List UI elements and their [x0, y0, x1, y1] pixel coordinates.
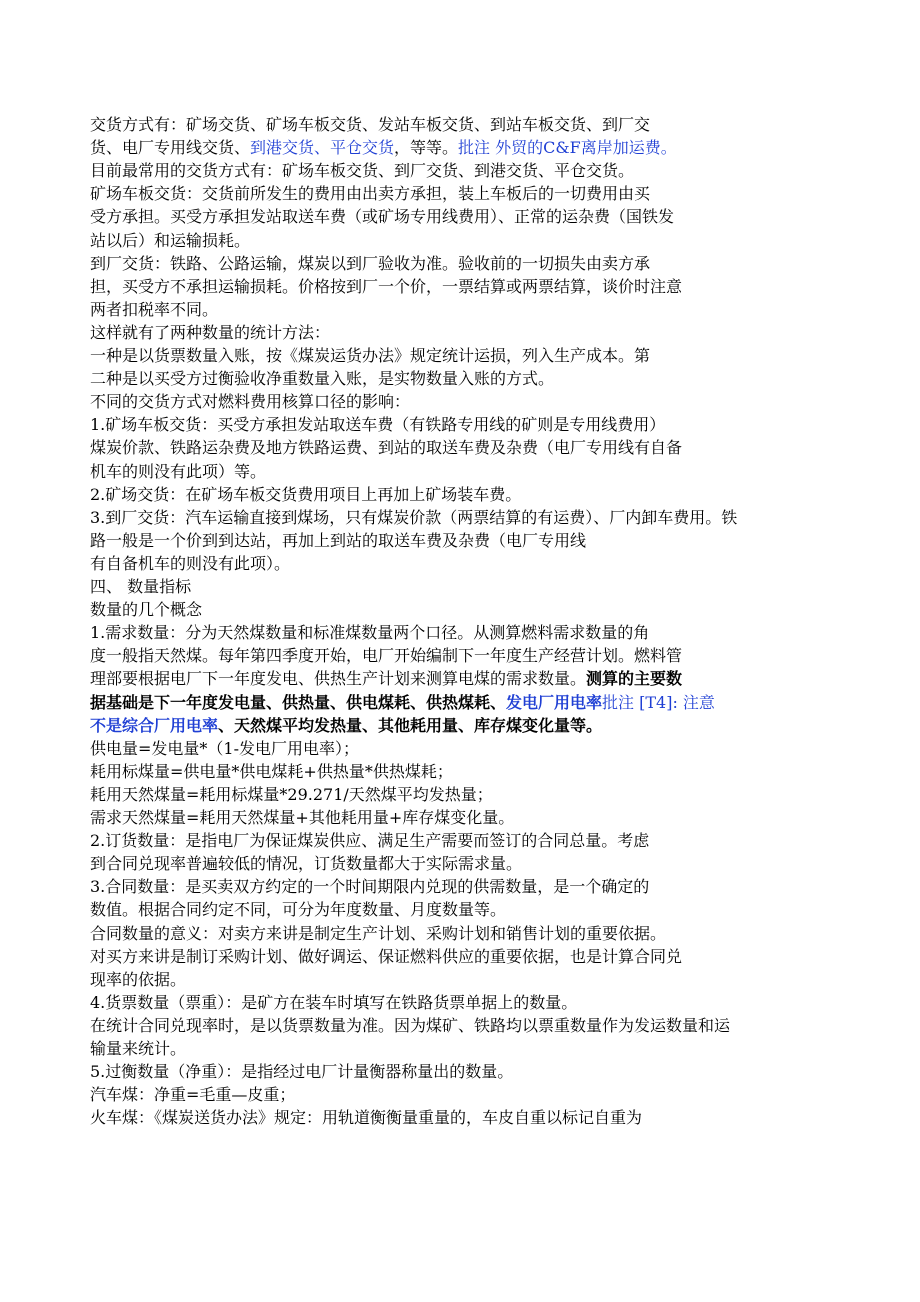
text-segment: 矿场车板交货：交货前所发生的费用由出卖方承担，装上车板后的一切费用由买	[90, 184, 651, 204]
text-segment: 理部要根据电厂下一年度发电、供热生产计划来测算电煤的需求数量。	[90, 669, 587, 689]
text-line	[90, 852, 522, 875]
text-line	[90, 413, 665, 436]
text-segment: 耗用标煤量=供电量*供电煤耗+供热量*供热煤耗；	[90, 761, 453, 781]
text-line	[90, 760, 453, 783]
text-line	[90, 275, 682, 298]
text-line	[90, 945, 682, 968]
text-line	[90, 1037, 186, 1060]
text-line	[90, 182, 650, 205]
text-line	[90, 1106, 642, 1129]
text-segment: 1.矿场车板交货：买受方承担发站取送车费（有铁路专用线的矿则是专用线费用）	[90, 415, 666, 435]
text-line	[90, 483, 521, 506]
text-segment: 一种是以货票数量入账，按《煤炭运货办法》规定统计运损，列入生产成本。第	[90, 346, 651, 365]
text-line	[90, 344, 650, 367]
text-line	[90, 321, 330, 344]
text-segment: 3.合同数量：是买卖双方约定的一个时间期限内兑现的供需数量，是一个确定的	[90, 877, 650, 897]
text-segment: 两者扣税率不同。	[90, 299, 219, 319]
text-segment: 在统计合同兑现率时，是以货票数量为准。因为煤矿、铁路均以票重数量作为发运数量和运	[90, 1015, 731, 1035]
text-line	[90, 1014, 730, 1037]
text-segment: 货、电厂专用线交货、	[90, 138, 251, 158]
text-segment: 路一般是一个价到到达站，再加上到站的取送车费及杂费（电厂专用线	[90, 530, 587, 550]
text-line	[90, 460, 266, 483]
text-line	[90, 367, 554, 390]
text-segment: 目前最常用的交货方式有：矿场车板交货、到厂交货、到港交货、平仓交货。	[90, 161, 635, 181]
text-line	[90, 598, 202, 621]
text-line	[90, 552, 290, 575]
text-line	[90, 136, 677, 159]
text-segment: 合同数量的意义：对卖方来讲是制定生产计划、采购计划和销售计划的重要依据。	[90, 923, 667, 943]
text-line	[90, 159, 634, 182]
text-line	[90, 922, 666, 945]
text-line	[90, 621, 649, 644]
text-segment: 耗用天然煤量=耗用标煤量*29.271/天然煤平均发热量；	[90, 784, 493, 804]
text-segment: 对买方来讲是制订采购计划、做好调运、保证燃料供应的重要依据，也是计算合同兑	[90, 946, 683, 966]
text-segment: 四、 数量指标	[90, 577, 192, 596]
text-segment: 输量来统计。	[90, 1039, 187, 1058]
text-line	[90, 829, 649, 852]
text-segment: 到厂交货：铁路、公路运输，煤炭以到厂验收为准。验收前的一切损失由卖方承	[90, 253, 651, 273]
text-line	[90, 298, 218, 321]
text-segment: 火车煤：《煤炭送货办法》规定：用轨道衡衡量重量的，车皮自重以标记自重为	[90, 1108, 643, 1128]
text-segment: 5.过衡数量（净重）：是指经过电厂计量衡器称量出的数量。	[90, 1062, 514, 1082]
text-segment: 数值。根据合同约定不同，可分为年度数量、月度数量等。	[90, 900, 507, 920]
text-line	[90, 991, 577, 1014]
text-segment: 度一般指天然煤。每年第四季度开始，电厂开始编制下一年度生产经营计划。燃料管	[90, 646, 683, 666]
text-line	[90, 113, 650, 136]
text-segment: 测算的主要数	[586, 669, 683, 689]
text-line	[90, 1083, 295, 1106]
text-segment: 、天然煤平均发热量、其他耗用量、库存煤变化量等。	[218, 715, 603, 735]
text-segment: 现率的依据。	[90, 969, 187, 989]
text-segment: 2.矿场交货：在矿场车板交货费用项目上再加上矿场装车费。	[90, 484, 522, 504]
text-line	[90, 737, 359, 760]
text-segment: 据基础是下一年度发电量、供热量、供电煤耗、供热煤耗、	[90, 692, 507, 712]
text-line	[90, 529, 586, 552]
text-line	[90, 714, 602, 737]
text-line	[90, 252, 650, 275]
text-line	[90, 575, 191, 598]
highlighted-text: 批注 [T4]: 注意	[602, 692, 715, 712]
text-line	[90, 436, 682, 459]
text-line	[90, 229, 250, 252]
text-segment: 到合同兑现率普遍较低的情况，订货数量都大于实际需求量。	[90, 854, 523, 874]
text-segment: 站以后）和运输损耗。	[90, 230, 251, 250]
text-segment: 交货方式有：矿场交货、矿场车板交货、发站车板交货、到站车板交货、到厂交	[90, 115, 651, 134]
highlighted-text: 到港交货、平仓交货	[250, 138, 395, 158]
highlighted-text: 发电厂用电率	[506, 692, 603, 712]
text-segment: 1.需求数量：分为天然煤数量和标准煤数量两个口径。从测算燃料需求数量的角	[90, 623, 650, 643]
highlighted-text: 批注 外贸的C&F离岸加运费。	[458, 138, 677, 158]
text-segment: 供电量=发电量*（1-发电厂用电率）；	[90, 738, 359, 758]
text-line	[90, 506, 737, 529]
text-line	[90, 644, 682, 667]
text-segment: 3.到厂交货：汽车运输直接到煤场，只有煤炭价款（两票结算的有运费）、厂内卸车费用。铁	[90, 507, 738, 527]
text-segment: 不同的交货方式对燃料费用核算口径的影响：	[90, 392, 411, 412]
text-segment: 二种是以买受方过衡验收净重数量入账，是实物数量入账的方式。	[90, 369, 555, 389]
text-segment: 2.订货数量：是指电厂为保证煤炭供应、满足生产需要而签订的合同总量。考虑	[90, 831, 650, 851]
text-line	[90, 898, 506, 921]
text-line	[90, 783, 493, 806]
text-line	[90, 390, 410, 413]
text-line	[90, 691, 715, 714]
text-line	[90, 875, 649, 898]
text-segment: 机车的则没有此项）等。	[90, 461, 267, 481]
text-segment: 需求天然煤量=耗用天然煤量+其他耗用量+库存煤变化量。	[90, 808, 515, 827]
text-segment: 受方承担。买受方承担发站取送车费（或矿场专用线费用）、正常的运杂费（国铁发	[90, 207, 675, 227]
text-line	[90, 1060, 513, 1083]
text-segment: 煤炭价款、铁路运杂费及地方铁路运费、到站的取送车费及杂费（电厂专用线有自备	[90, 438, 683, 458]
text-segment: 这样就有了两种数量的统计方法：	[90, 322, 331, 342]
text-line	[90, 667, 682, 690]
text-segment: ，等等。	[394, 138, 459, 158]
text-line	[90, 205, 674, 228]
text-segment: 担，买受方不承担运输损耗。价格按到厂一个价，一票结算或两票结算，谈价时注意	[90, 276, 683, 296]
text-segment: 有自备机车的则没有此项）。	[90, 553, 291, 573]
text-line	[90, 806, 514, 829]
highlighted-text: 不是综合厂用电率	[90, 715, 219, 735]
text-segment: 数量的几个概念	[90, 600, 203, 620]
text-segment: 汽车煤：净重=毛重—皮重；	[90, 1085, 296, 1105]
text-line	[90, 968, 186, 991]
text-segment: 4.货票数量（票重）：是矿方在装车时填写在铁路货票单据上的数量。	[90, 992, 578, 1012]
